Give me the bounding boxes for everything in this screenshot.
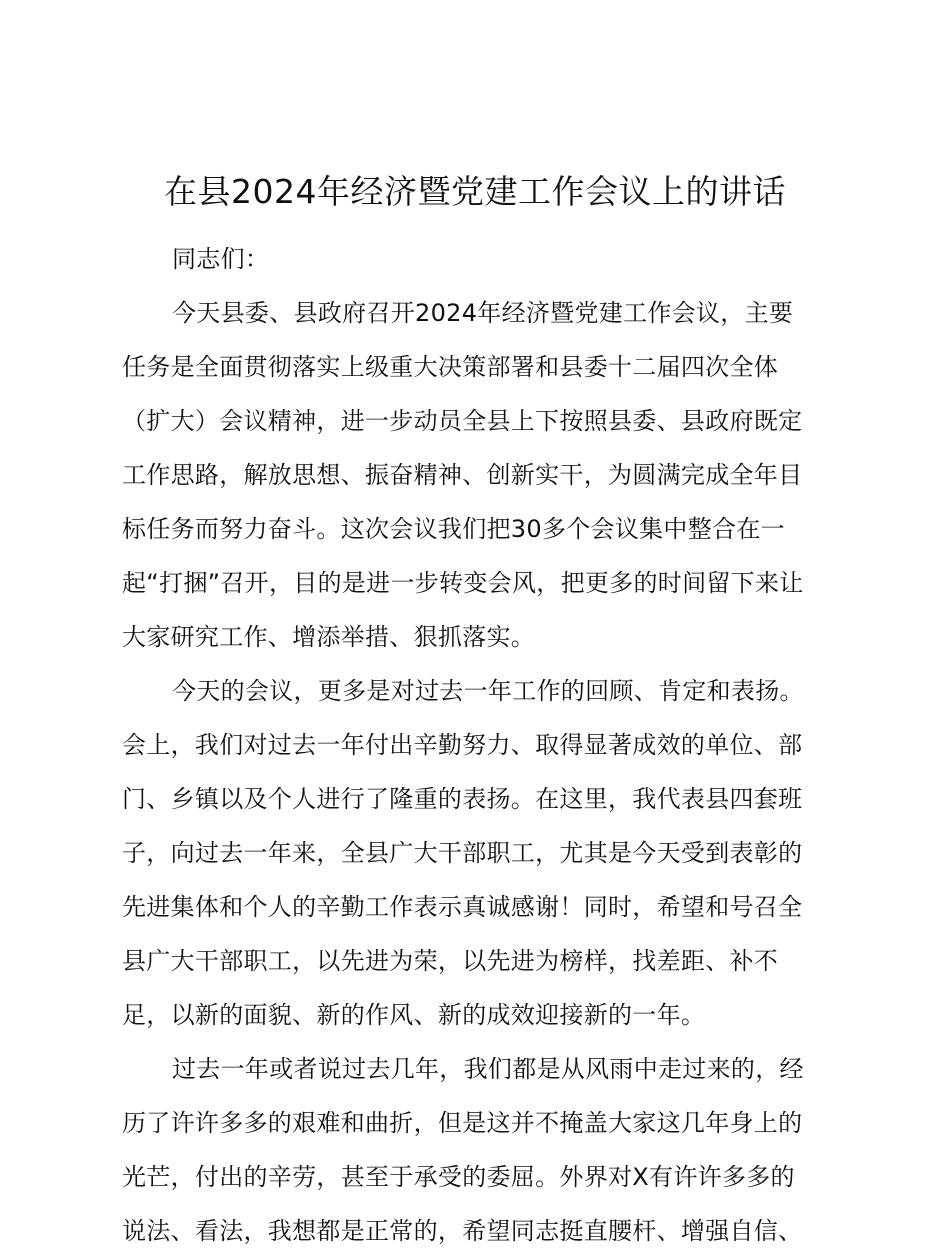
paragraph-line: 先进集体和个人的辛勤工作表示真诚感谢！同时，希望和号召全 — [122, 893, 803, 921]
paragraph-line: 会上，我们对过去一年付出辛勤努力、取得显著成效的单位、部 — [122, 731, 803, 759]
paragraph-line: 工作思路，解放思想、振奋精神、创新实干，为圆满完成全年目 — [122, 461, 803, 489]
paragraph-line: 说法、看法，我想都是正常的，希望同志挺直腰杆、增强自信、 — [122, 1217, 803, 1245]
paragraph-line: 县广大干部职工，以先进为荣，以先进为榜样，找差距、补不 — [122, 947, 779, 975]
paragraph-line: 子，向过去一年来，全县广大干部职工，尤其是今天受到表彰的 — [122, 839, 803, 867]
paragraph-line: 足，以新的面貌、新的作风、新的成效迎接新的一年。 — [122, 1001, 706, 1029]
paragraph-line: 任务是全面贯彻落实上级重大决策部署和县委十二届四次全体 — [122, 353, 779, 381]
document-title: 在县2024年经济暨党建工作会议上的讲话 — [164, 172, 786, 211]
paragraph-line: （扩大）会议精神，进一步动员全县上下按照县委、县政府既定 — [122, 407, 803, 435]
paragraph-line: 门、乡镇以及个人进行了隆重的表扬。在这里，我代表县四套班 — [122, 785, 803, 813]
paragraph-line: 今天县委、县政府召开2024年经济暨党建工作会议，主要 — [172, 299, 794, 327]
paragraph-line: 光芒，付出的辛劳，甚至于承受的委屈。外界对X有许许多多的 — [122, 1163, 795, 1191]
paragraph-line: 今天的会议，更多是对过去一年工作的回顾、肯定和表扬。 — [172, 677, 804, 705]
paragraph-line: 起“打捆”召开，目的是进一步转变会风，把更多的时间留下来让 — [122, 569, 804, 597]
paragraph-line: 标任务而努力奋斗。这次会议我们把30多个会议集中整合在一 — [122, 515, 785, 543]
paragraph-line: 历了许许多多的艰难和曲折，但是这并不掩盖大家这几年身上的 — [122, 1109, 803, 1137]
salutation-line: 同志们： — [172, 245, 270, 273]
paragraph-line: 过去一年或者说过去几年，我们都是从风雨中走过来的，经 — [172, 1055, 804, 1083]
paragraph-line: 大家研究工作、增添举措、狠抓落实。 — [122, 623, 536, 651]
document-body — [122, 232, 828, 1258]
